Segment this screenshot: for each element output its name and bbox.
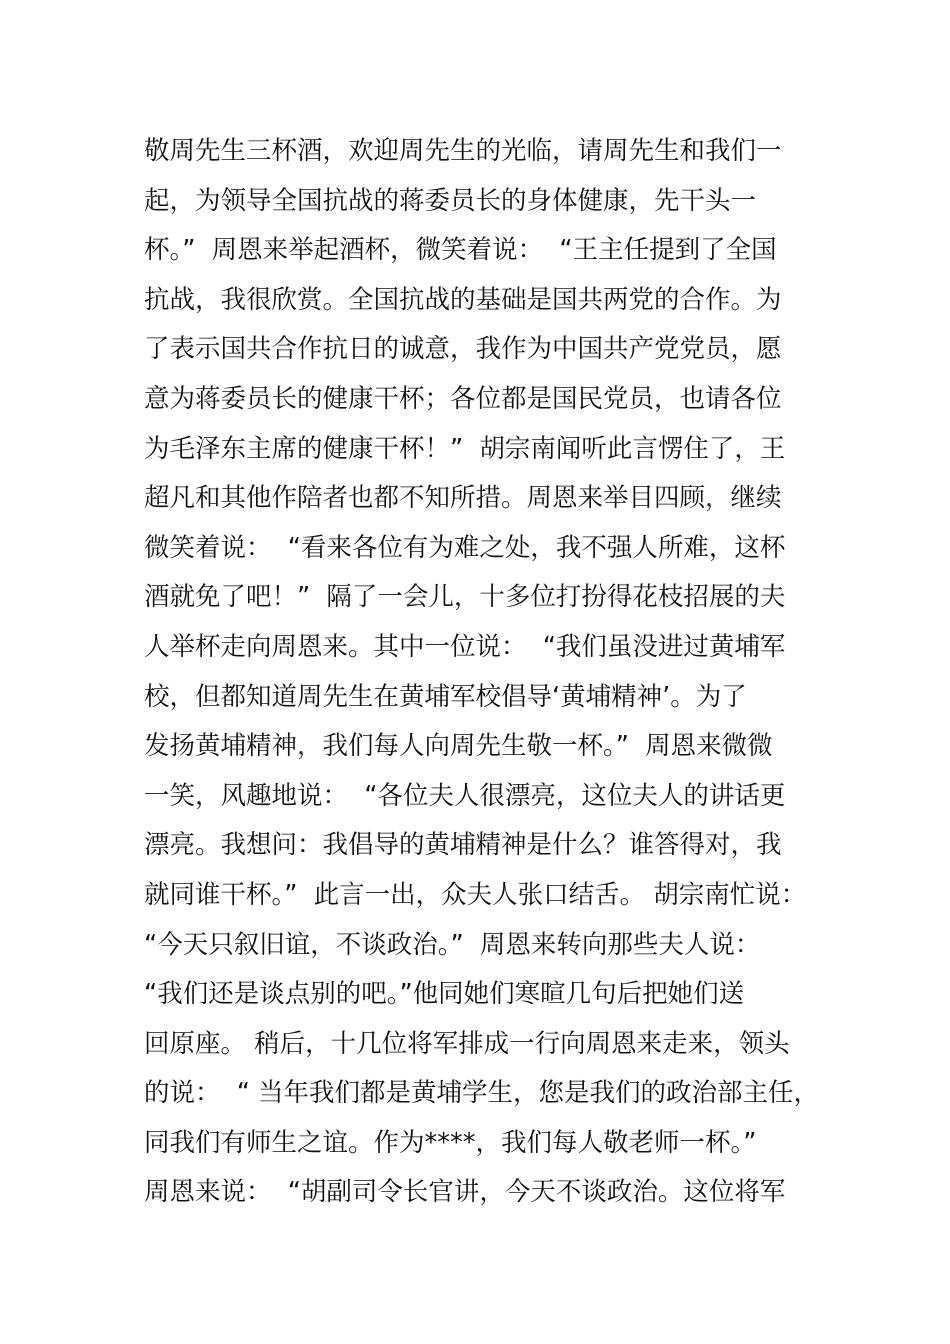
text-line: 为毛泽东主席的健康干杯！” 胡宗南闻听此言愣住了，王 <box>144 433 786 464</box>
text-line: 周恩来说： “胡副司令长官讲，今天不谈政治。这位将军 <box>144 1177 786 1208</box>
body-text <box>144 127 824 1218</box>
text-line: 抗战，我很欣赏。全国抗战的基础是国共两党的合作。为 <box>144 284 782 315</box>
text-line: 杯。” 周恩来举起酒杯，微笑着说： “王主任提到了全国 <box>144 235 777 266</box>
text-line: 一笑，风趣地说： “各位夫人很漂亮，这位夫人的讲话更 <box>144 780 786 811</box>
text-line: 漂亮。我想问：我倡导的黄埔精神是什么？谁答得对，我 <box>144 830 782 861</box>
text-line: “我们还是谈点别的吧。”他同她们寒暄几句后把她们送 <box>144 979 745 1010</box>
text-line: 敬周先生三杯酒，欢迎周先生的光临，请周先生和我们一 <box>144 136 782 166</box>
text-line: 酒就免了吧！” 隔了一会儿，十多位打扮得花枝招展的夫 <box>144 582 786 613</box>
text-line: 意为蒋委员长的健康干杯；各位都是国民党员，也请各位 <box>144 383 782 414</box>
text-line: 人举杯走向周恩来。其中一位说： “我们虽没进过黄埔军 <box>144 631 786 662</box>
text-line: “今天只叙旧谊，不谈政治。” 周恩来转向那些夫人说： <box>144 929 761 960</box>
text-line: 起，为领导全国抗战的蒋委员长的身体健康，先干头一 <box>144 185 757 216</box>
text-line: 超凡和其他作陪者也都不知所措。周恩来举目四顾，继续 <box>144 483 782 514</box>
text-line: 了表示国共合作抗日的诚意，我作为中国共产党党员，愿 <box>144 334 782 365</box>
text-line: 回原座。 稍后，十几位将军排成一行向周恩来走来，领头 <box>144 1028 790 1059</box>
text-line: 发扬黄埔精神，我们每人向周先生敬一杯。” 周恩来微微 <box>144 731 773 762</box>
text-line: 校，但都知道周先生在黄埔军校倡导‘黄埔精神’。为了 <box>144 681 747 712</box>
text-line: 同我们有师生之谊。作为****，我们每人敬老师一杯。” <box>144 1127 757 1158</box>
text-line: 就同谁干杯。” 此言一出，众夫人张口结舌。 胡宗南忙说： <box>144 879 807 910</box>
text-line: 微笑着说： “看来各位有为难之处，我不强人所难，这杯 <box>144 532 786 563</box>
text-line: 的说： “ 当年我们都是黄埔学生，您是我们的政治部主任， <box>144 1078 820 1109</box>
